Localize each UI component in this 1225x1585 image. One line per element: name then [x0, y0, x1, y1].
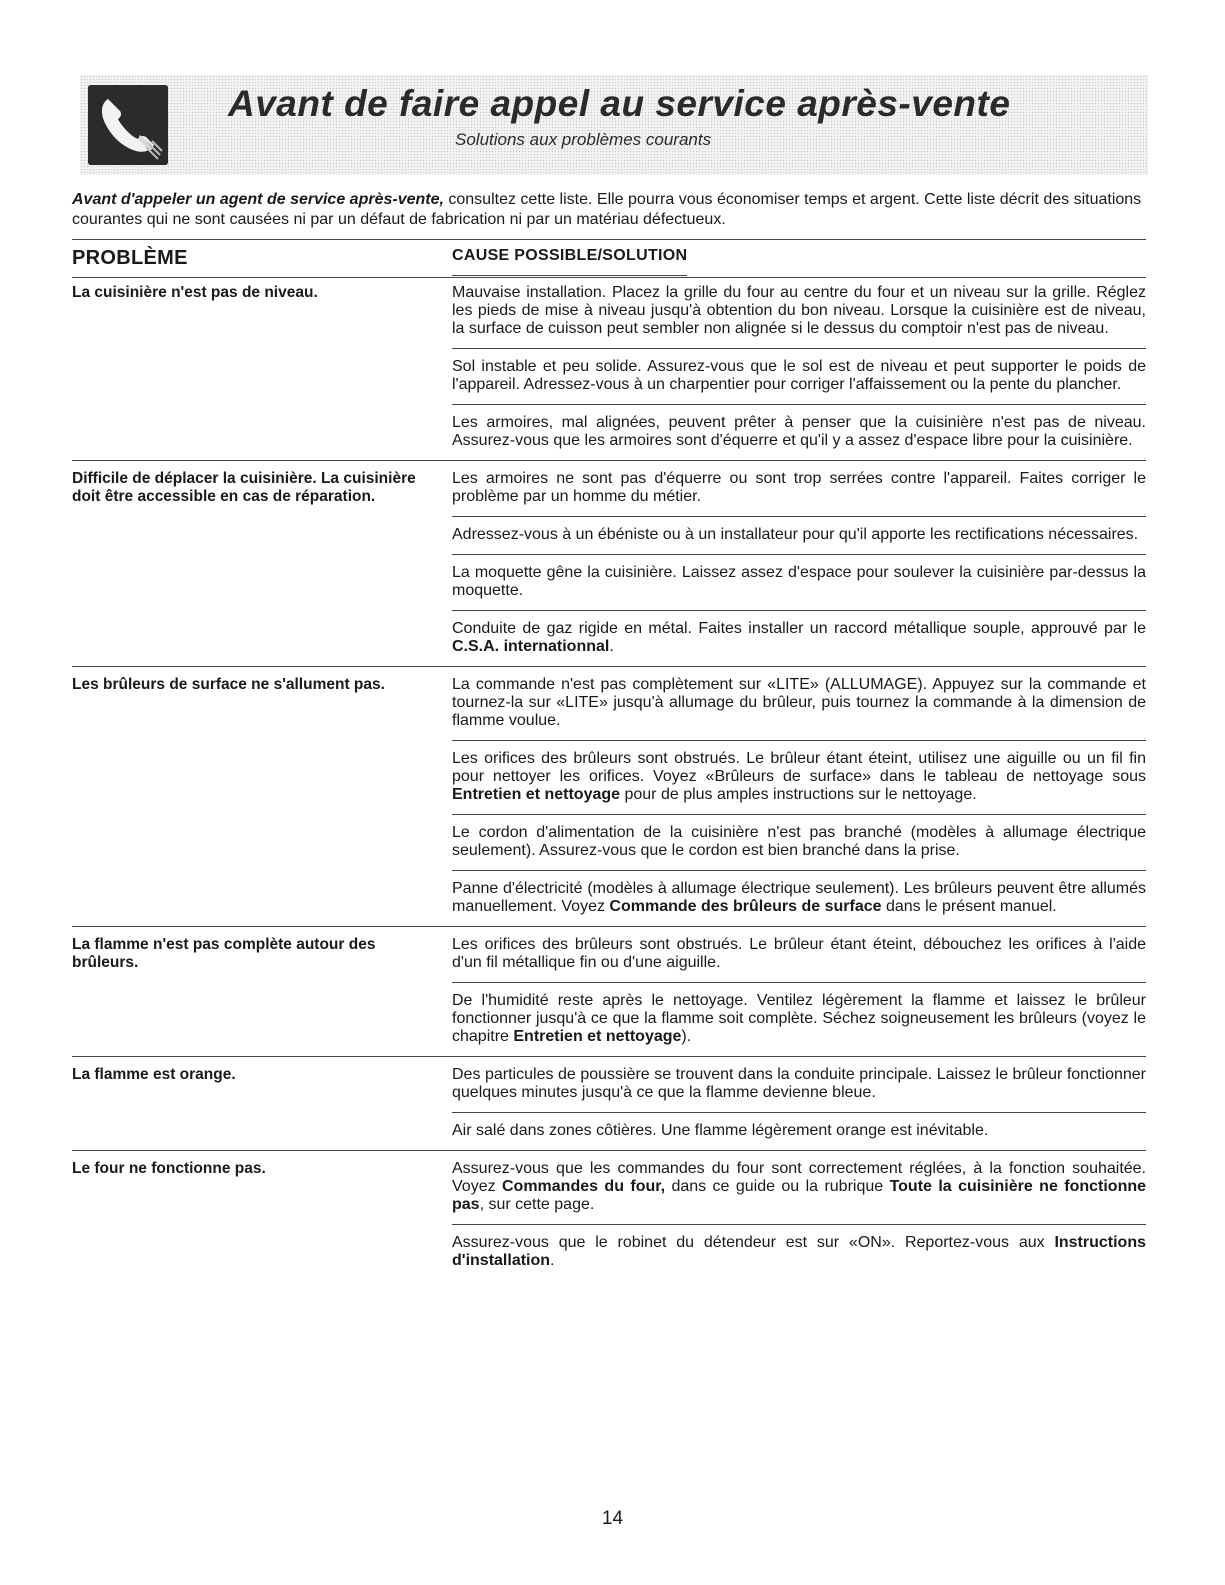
- cause-solution: [452, 358, 1146, 405]
- cause-text: La commande n'est pas complètement sur «LITE» (ALLUMAGE). Appuyez sur la commande et tournez-la sur «LITE» jusqu'à allumage du brûleur, puis tournez la commande à la dimension de flamme voulue.: [452, 676, 1146, 729]
- troubleshooting-table: [72, 284, 1146, 1289]
- page-title: Avant de faire appel au service après-vente: [228, 83, 1011, 124]
- cause-solution: [452, 1160, 1146, 1225]
- cause-solution: [452, 992, 1146, 1056]
- cause-text: Des particules de poussière se trouvent dans la conduite principale. Laissez le brûleur fonctionner quelques minutes jusqu'à ce que la flamme devienne bleue.: [452, 1066, 1146, 1101]
- divider: [72, 239, 1146, 240]
- causes-list: [452, 676, 1146, 926]
- emphasized-reference: Toute la cuisinière ne fonctionne pas: [452, 1178, 1147, 1213]
- cause-solution: [452, 470, 1146, 517]
- causes-list: [452, 936, 1146, 1056]
- cause-text: Adressez-vous à un ébéniste ou à un installateur pour qu'il apporte les rectifications nécessaires.: [452, 526, 1139, 543]
- cause-text: , sur cette page.: [479, 1196, 595, 1213]
- cause-solution: [452, 620, 1146, 666]
- cause-solution: [452, 284, 1146, 349]
- problem-text: La flamme est orange.: [72, 1066, 236, 1083]
- cause-text: Air salé dans zones côtières. Une flamme légèrement orange est inévitable.: [452, 1122, 989, 1139]
- column-header-problem: PROBLÈME: [72, 247, 188, 269]
- cause-solution: [452, 750, 1146, 815]
- intro-lead: Avant d'appeler un agent de service après-vente,: [72, 191, 444, 208]
- causes-list: [452, 470, 1146, 666]
- problem-text: La cuisinière n'est pas de niveau.: [72, 284, 318, 301]
- cause-text: Les armoires ne sont pas d'équerre ou sont trop serrées contre l'appareil. Faites corriger le problème par un homme du métier.: [452, 470, 1146, 505]
- cause-text: De l'humidité reste après le nettoyage. Ventilez légèrement la flamme et laissez le brûleur fonctionner jusqu'à ce que la flamme soit complète. Séchez soigneusement les brûleurs (voyez le chapitre: [452, 992, 1146, 1045]
- emphasized-reference: Entretien et nettoyage: [452, 786, 621, 803]
- cause-solution: [452, 936, 1146, 983]
- cause-text: dans le présent manuel.: [881, 898, 1057, 915]
- problem-text: Le four ne fonctionne pas.: [72, 1160, 266, 1177]
- emphasized-reference: Instructions d'installation: [452, 1234, 1146, 1269]
- emphasized-reference: Commandes du four,: [502, 1178, 666, 1195]
- page-subtitle: Solutions aux problèmes courants: [455, 130, 712, 149]
- cause-solution: [452, 526, 1146, 555]
- cause-text: Assurez-vous que les commandes du four sont correctement réglées, à la fonction souhaitée. Voyez: [452, 1160, 1146, 1195]
- cause-text: Assurez-vous que le robinet du détendeur est sur «ON». Reportez-vous aux: [452, 1234, 1055, 1251]
- cause-text: dans ce guide ou la rubrique: [665, 1178, 890, 1195]
- causes-list: [452, 1160, 1146, 1280]
- emphasized-reference: Entretien et nettoyage: [513, 1028, 682, 1045]
- cause-text: ).: [681, 1028, 692, 1045]
- intro-paragraph: [72, 190, 1142, 230]
- cause-text: La moquette gêne la cuisinière. Laissez assez d'espace pour soulever la cuisinière par-dessus la moquette.: [452, 564, 1146, 599]
- causes-list: [452, 284, 1146, 460]
- table-row: [72, 936, 1146, 1057]
- cause-solution: [452, 564, 1146, 611]
- column-header-cause: CAUSE POSSIBLE/SOLUTION: [452, 247, 687, 276]
- table-row: [72, 1066, 1146, 1151]
- table-row: [72, 470, 1146, 667]
- problem-text: Difficile de déplacer la cuisinière. La cuisinière doit être accessible en cas de réparation.: [72, 470, 416, 505]
- phone-icon: [88, 85, 168, 165]
- cause-solution: [452, 880, 1146, 926]
- problem-text: La flamme n'est pas complète autour des brûleurs.: [72, 936, 376, 971]
- cause-text: Les armoires, mal alignées, peuvent prêter à penser que la cuisinière n'est pas de niveau. Assurez-vous que les armoires sont d'équerre et qu'il y a assez d'espace libre pour la cuisinière.: [452, 414, 1146, 449]
- emphasized-reference: C.S.A. internationnal: [452, 638, 610, 655]
- cause-text: Conduite de gaz rigide en métal. Faites installer un raccord métallique souple, approuvé par le: [452, 620, 1146, 637]
- intro-text: consultez cette liste. Elle pourra vous économiser temps et argent. Cette liste décrit des situations courantes qui ne sont causées ni par un défaut de fabrication ni par un matériau défectueux.: [72, 191, 1142, 228]
- cause-text: Les orifices des brûleurs sont obstrués. Le brûleur étant éteint, débouchez les orifices à l'aide d'un fil métallique fin ou d'une aiguille.: [452, 936, 1146, 971]
- cause-solution: [452, 414, 1146, 460]
- cause-text: .: [609, 638, 614, 655]
- cause-text: Sol instable et peu solide. Assurez-vous que le sol est de niveau et peut supporter le poids de l'appareil. Adressez-vous à un charpentier pour corriger l'affaissement ou la pente du plancher.: [452, 358, 1146, 393]
- cause-solution: [452, 1122, 1146, 1150]
- divider: [72, 277, 1146, 278]
- cause-text: Panne d'électricité (modèles à allumage électrique seulement). Les brûleurs peuvent être allumés manuellement. Voyez: [452, 880, 1146, 915]
- cause-solution: [452, 1066, 1146, 1113]
- cause-solution: [452, 1234, 1146, 1280]
- table-row: [72, 284, 1146, 461]
- cause-text: Les orifices des brûleurs sont obstrués. Le brûleur étant éteint, utilisez une aiguille ou un fil fin pour nettoyer les orifices. Voyez «Brûleurs de surface» dans le tableau de nettoyage sous: [452, 750, 1146, 785]
- header-banner: [80, 75, 1148, 175]
- cause-text: pour de plus amples instructions sur le nettoyage.: [620, 786, 977, 803]
- cause-text: Le cordon d'alimentation de la cuisinière n'est pas branché (modèles à allumage électrique seulement). Assurez-vous que le cordon est bien branché dans la prise.: [452, 824, 1146, 859]
- cause-solution: [452, 676, 1146, 741]
- table-row: [72, 1160, 1146, 1280]
- table-row: [72, 676, 1146, 927]
- page-number: 14: [601, 1508, 624, 1529]
- cause-solution: [452, 824, 1146, 871]
- causes-list: [452, 1066, 1146, 1150]
- cause-text: Mauvaise installation. Placez la grille du four au centre du four et un niveau sur la grille. Réglez les pieds de mise à niveau jusqu'à obtention du bon niveau. Lorsque la cuisinière est de niveau, la surface de cuisson peut sembler non alignée si le dessus du comptoir n'est pas de niveau.: [452, 284, 1146, 337]
- problem-text: Les brûleurs de surface ne s'allument pas.: [72, 676, 385, 693]
- emphasized-reference: Commande des brûleurs de surface: [609, 898, 882, 915]
- cause-text: .: [550, 1252, 555, 1269]
